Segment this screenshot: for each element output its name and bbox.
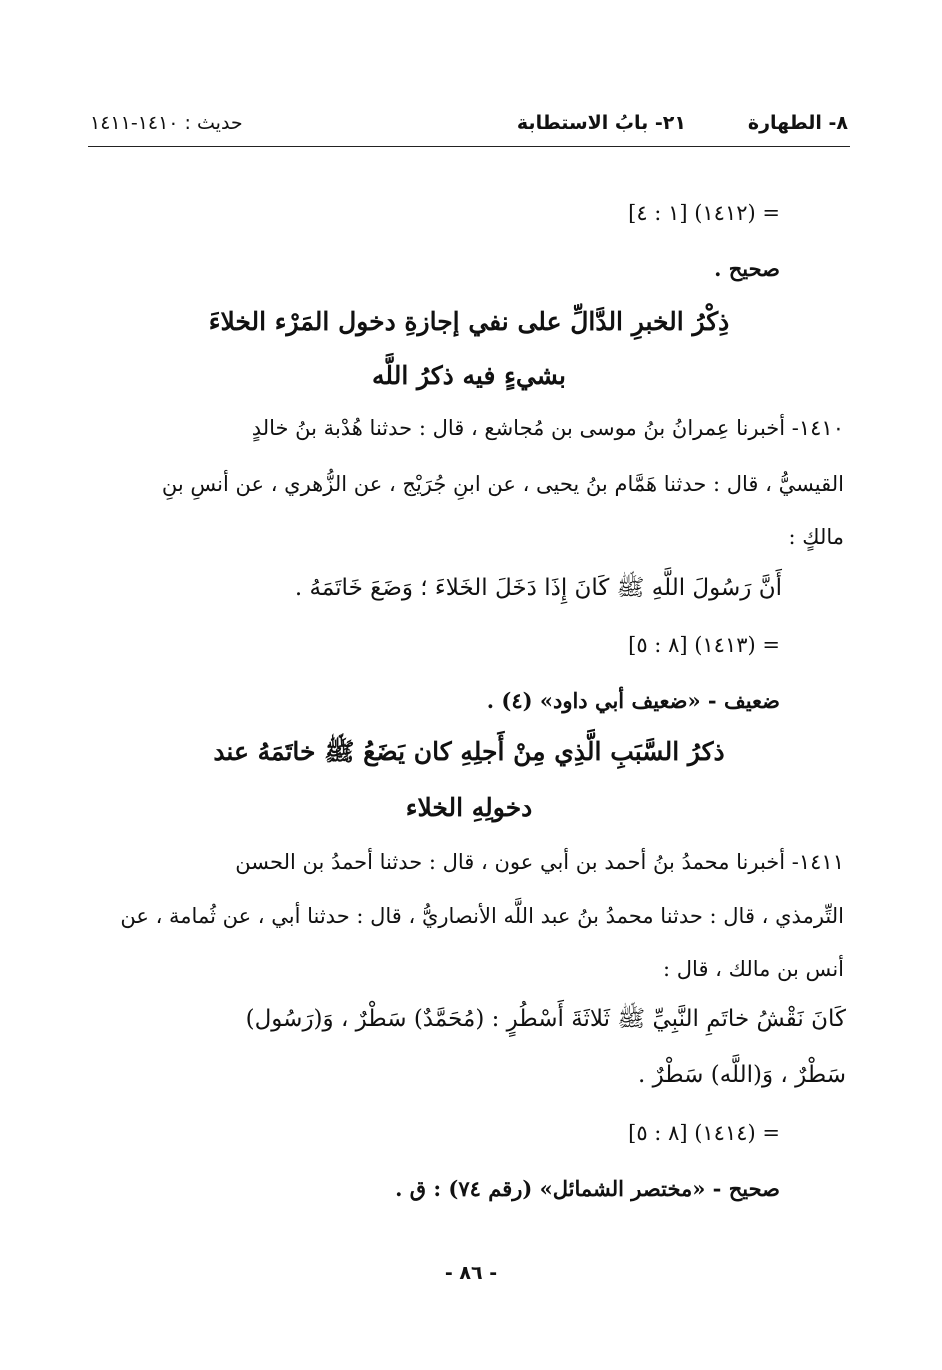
hadith-1410-isnad-line-1: ١٤١٠- أخبرنا عِمرانُ بنُ موسى بن مُجاشع ، قال : حدثنا هُدْبة بنُ خالدٍ [251,416,844,440]
header-section: ٢١- بابُ الاستطابة [516,112,686,134]
hadith-1411-isnad-line-3: أنس بن مالك ، قال : [663,957,844,981]
hadith-1411-isnad-line-1: ١٤١١- أخبرنا محمدُ بنُ أحمد بن أبي عون ، قال : حدثنا أحمدُ بن الحسن [235,850,844,874]
reference-1413: = (١٤١٣) [٨ : ٥] [628,633,780,657]
hadith-1411-matn-line-2: سَطْرٌ ، وَ(اللَّه) سَطْرٌ . [637,1062,846,1088]
grade-1414: صحيح - «مختصر الشمائل» (رقم ٧٤) : ق . [395,1176,780,1201]
reference-1412: = (١٤١٢) [١ : ٤] [628,201,780,225]
hadith-1410-isnad-line-2: القيسيُّ ، قال : حدثنا هَمَّام بنُ يحيى ، عن ابنِ جُرَيْج ، عن الزُّهري ، عن أنسِ بنِ [161,472,844,496]
chapter-heading-2-line-1: ذكرُ السَّبَبِ الَّذِي مِنْ أَجلِهِ كان يَضَعُ ﷺ خاتَمَهُ عند [213,737,725,766]
hadith-1411-matn-line-1: كَانَ نَقْشُ خاتَمِ النَّبِيِّ ﷺ ثَلاثَةَ أَسْطُرٍ : (مُحَمَّدٌ) سَطْرٌ ، وَ(رَسُول) [245,1006,846,1032]
chapter-heading-2-line-2: دخولِهِ الخلاء [405,793,533,822]
hadith-1410-isnad-line-3: مالكٍ : [788,525,844,549]
hadith-1410-matn: أَنَّ رَسُولَ اللَّهِ ﷺ كَانَ إِذَا دَخَلَ الخَلاءَ ؛ وَضَعَ خَاتَمَهُ . [294,575,782,601]
grade-1413: ضعيف - «ضعيف أبي داود» (٤) . [486,688,780,713]
grade-1412: صحيح . [714,256,780,281]
reference-1414: = (١٤١٤) [٨ : ٥] [628,1121,780,1145]
header-hadith-range: حديث : ١٤١٠-١٤١١ [90,112,243,134]
page-number: - ٨٦ - [444,1262,498,1284]
header-chapter: ٨- الطهارة [747,112,848,134]
chapter-heading-1-line-1: ذِكْرُ الخبرِ الدَّالِّ على نفي إجازةِ دخول المَرْء الخلاءَ [208,307,730,336]
chapter-heading-1-line-2: بشيءٍ فيه ذكرُ اللَّه [372,361,566,390]
hadith-1411-isnad-line-2: التِّرمذي ، قال : حدثنا محمدُ بنُ عبد اللَّه الأنصاريُّ ، قال : حدثنا أبي ، عن ثُمامة ، عن [120,904,844,928]
running-header [90,108,848,142]
header-divider [88,146,850,147]
